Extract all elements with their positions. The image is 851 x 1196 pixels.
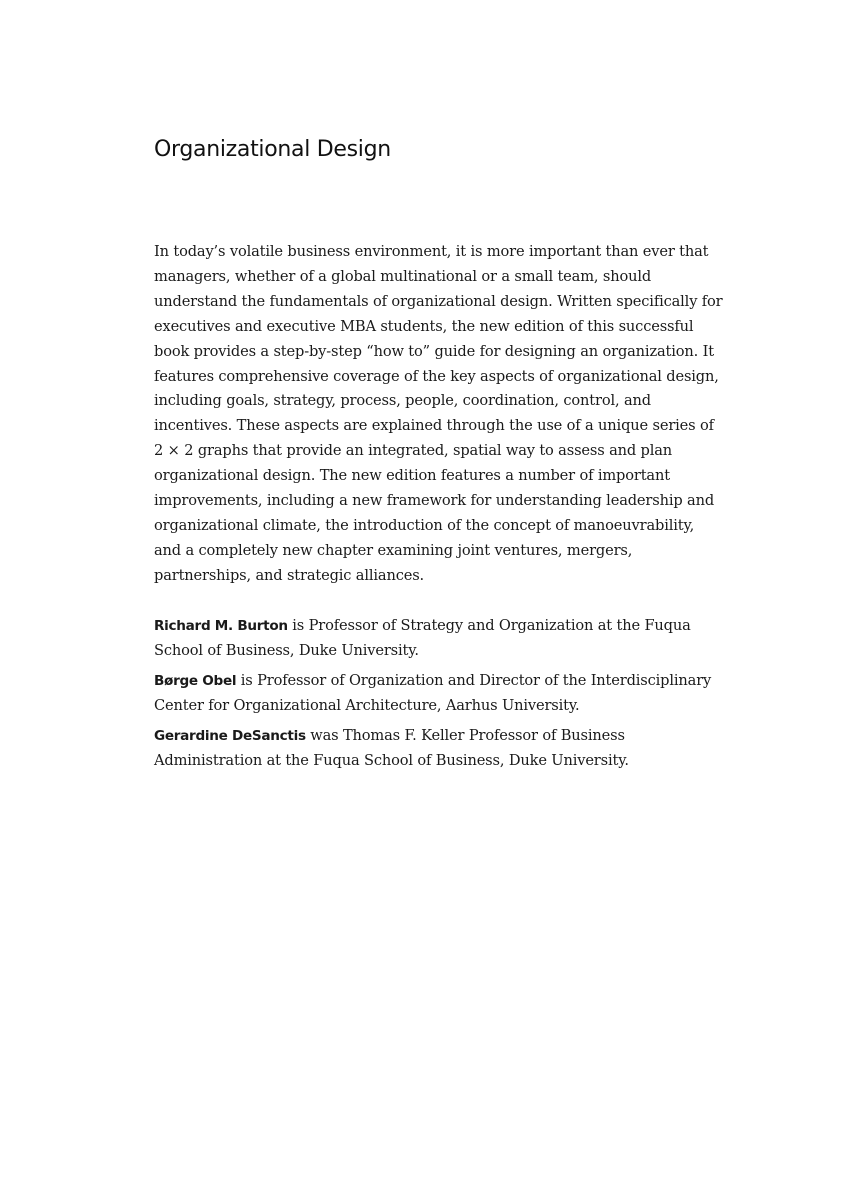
author-bio <box>154 614 724 664</box>
author-bio-text: was Thomas F. Keller Professor of Business Administration at the Fuqua School of Business, Duke University. <box>154 726 629 769</box>
author-bios <box>154 614 724 778</box>
author-bio-text: is Professor of Organization and Director of the Interdisciplinary Center for Organizational Architecture, Aarhus University. <box>154 671 712 714</box>
author-name: Gerardine DeSanctis <box>154 727 306 744</box>
author-bio-text: is Professor of Strategy and Organization at the Fuqua School of Business, Duke University. <box>154 617 691 659</box>
book-title: Organizational Design <box>154 137 391 162</box>
author-name: Richard M. Burton <box>154 618 288 634</box>
author-bio <box>154 669 724 719</box>
author-name: Børge Obel <box>154 672 237 689</box>
book-description: In today’s volatile business environment, it is more important than ever that managers, whether of a global multinational or a small team, should understand the fundamentals of organizational design. Written specifically for executives and executive MBA students, the new edition of this successful book provides a step-by-step “how to” guide for designing an organization. It features comprehensive coverage of the key aspects of organizational design, including goals, strategy, process, people, coordination, control, and incentives. These aspects are explained through the use of a unique series of 2 × 2 graphs that provide an integrated, spatial way to assess and plan organizational design. The new edition features a number of important improvements, including a new framework for understanding leadership and organizational climate, the introduction of the concept of manoeuvrability, and a completely new chapter examining joint ventures, mergers, partnerships, and strategic alliances. <box>154 243 723 584</box>
author-bio <box>154 724 724 774</box>
